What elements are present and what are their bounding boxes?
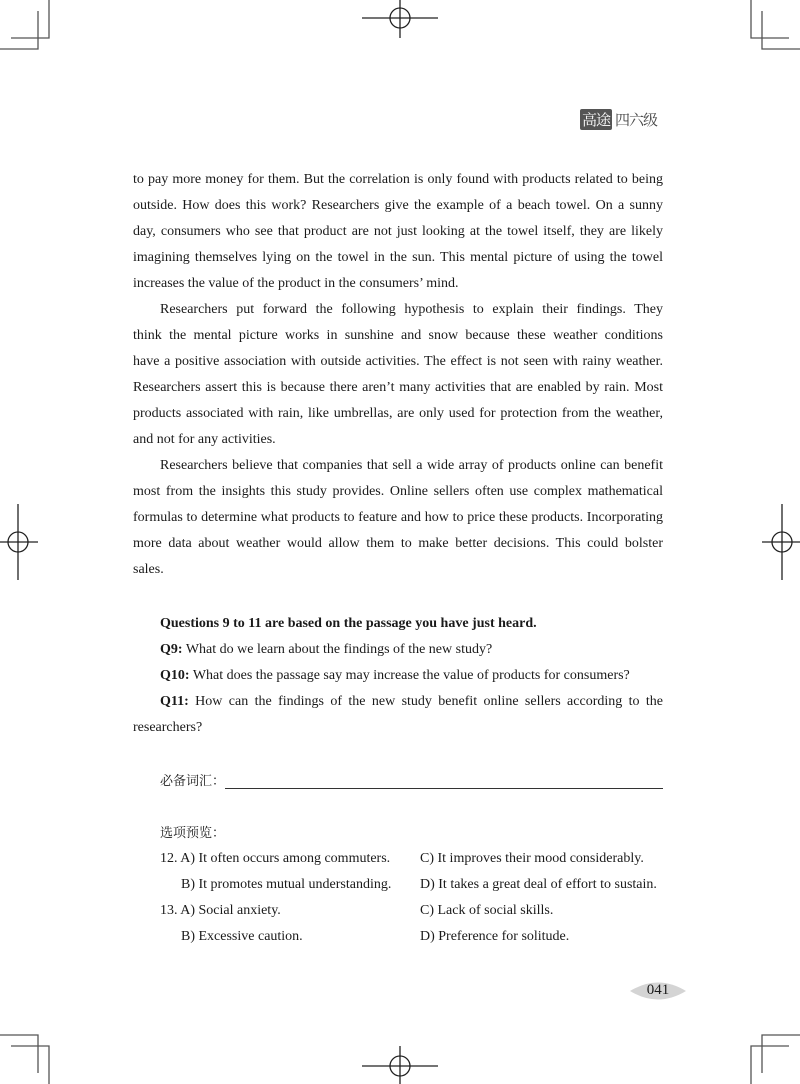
option-13c: C) Lack of social skills. [420,903,554,918]
question-q11-continued: researchers? [133,720,203,735]
option-12d: D) It takes a great deal of effort to sustain. [420,877,657,892]
question-q9 [160,641,663,659]
passage-line: Researchers believe that companies that sell a wide array of products online can benefit [160,458,663,473]
question-text: What do we learn about the findings of the new study? [185,642,493,657]
question-q11 [160,693,663,711]
brand-header [580,109,657,130]
brand-logo-box: 高途 [582,111,611,129]
question-q10 [160,667,663,685]
passage-line: formulas to determine what products to feature and how to price these products. Incorporating [133,510,663,525]
registration-mark-bottom [362,1046,438,1084]
registration-mark-left [0,504,38,580]
question-number: Q9: [160,642,183,657]
passage-line: products associated with rain, like umbrellas, are only used for protection from the weather, [133,406,663,421]
passage-line: imagining themselves lying on the towel in the sun. This mental picture of using the towel [133,250,663,265]
registration-mark-top [362,0,438,38]
corner-mark-top-left [0,0,49,49]
questions-heading: Questions 9 to 11 are based on the passage you have just heard. [160,616,537,631]
passage-line: outside. How does this work? Researchers give the example of a beach towel. On a sunny [133,198,663,213]
question-number: Q10: [160,668,190,683]
corner-mark-bottom-left [0,1035,49,1084]
passage-line: day, consumers who see that product are not just looking at the towel itself, they are likely [133,224,663,239]
passage-line: to pay more money for them. But the correlation is only found with products related to being [133,172,663,187]
brand-logo-text: 四六级 [615,111,658,129]
passage-line: Researchers put forward the following hypothesis to explain their findings. They [160,302,663,317]
question-text: How can the findings of the new study benefit online sellers according to the [195,694,663,709]
question-text: What does the passage say may increase the value of products for consumers? [192,668,630,683]
passage-line: sales. [133,562,164,577]
passage-line: think the mental picture works in sunshine and snow because these weather conditions [133,328,663,343]
option-12a: 12. A) It often occurs among commuters. [160,851,391,866]
passage-line: have a positive association with outside activities. The effect is not seen with rainy weather. [133,354,663,369]
option-12b: B) It promotes mutual understanding. [181,877,392,892]
question-number: Q11: [160,694,189,709]
passage-line: increases the value of the product in the consumers’ mind. [133,276,459,291]
registration-mark-right [762,504,800,580]
page-number: 041 [646,982,670,998]
corner-mark-top-right [751,0,800,49]
option-13a: 13. A) Social anxiety. [160,903,281,918]
option-12c: C) It improves their mood considerably. [420,851,644,866]
vocab-label: 必备词汇： [160,774,226,789]
passage-line: and not for any activities. [133,432,276,447]
page-number-badge [630,978,686,1004]
preview-label: 选项预览： [160,826,226,841]
passage-line: more data about weather would allow them to make better decisions. This could bolster [133,536,663,551]
passage-line: Researchers assert this is because there aren’t many activities that are enabled by rain. Most [133,380,663,395]
vocab-blank-line[interactable] [225,788,663,789]
option-13d: D) Preference for solitude. [420,929,570,944]
passage-line: most from the insights this study provides. Online sellers often use complex mathematical [133,484,663,499]
option-13b: B) Excessive caution. [181,929,303,944]
corner-mark-bottom-right [751,1035,800,1084]
